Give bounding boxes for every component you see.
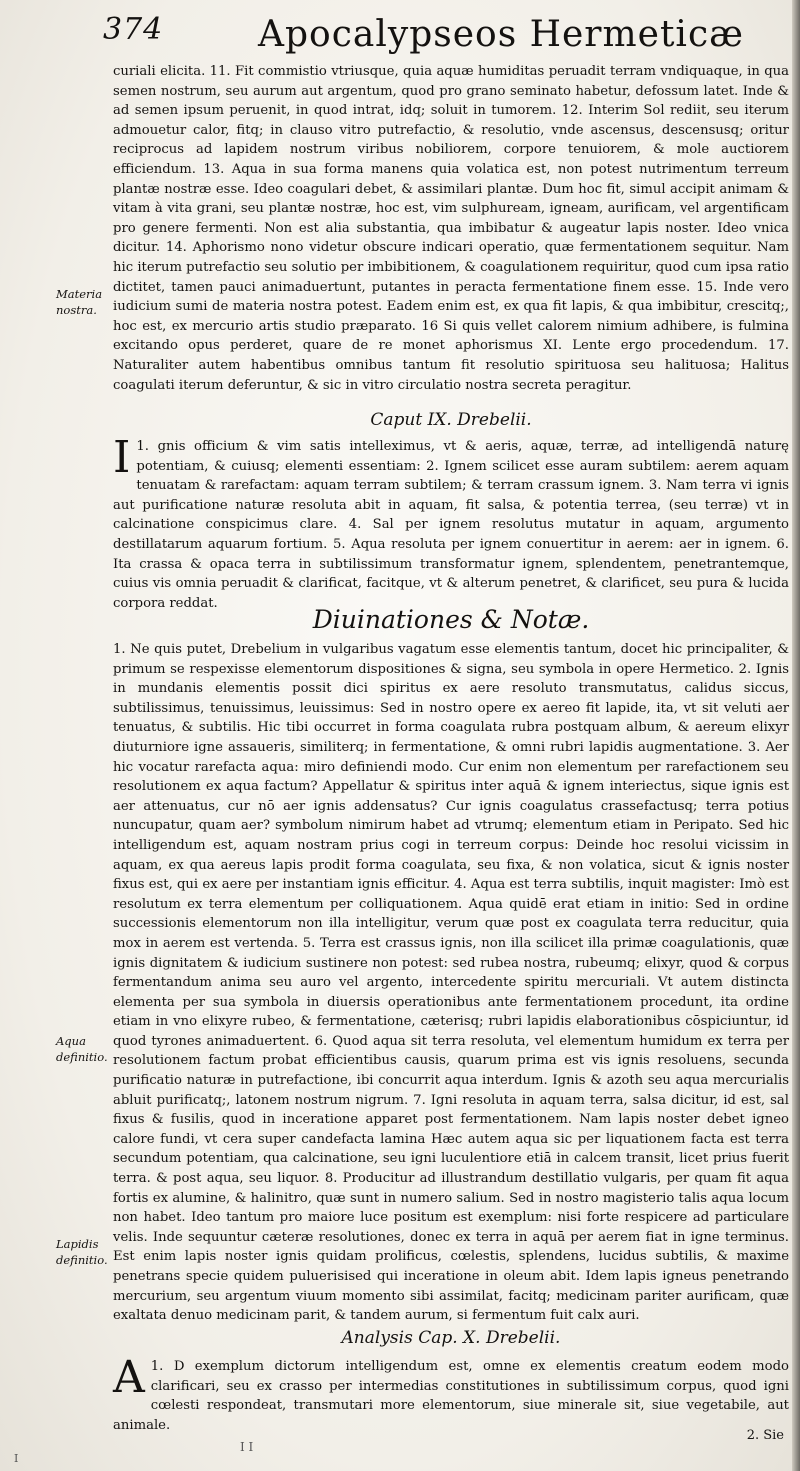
binding-gutter [792, 0, 800, 1471]
divinationes-paragraph: 1. Ne quis putet, Drebelium in vulgaribus vagatum esse elementis tantum, docet hic principaliter, & primum se respexisse elementorum dispositiones & signa, seu symbola in opere Hermetico. 2. Ignis in mundanis elementis possit dici spiritus ex aere resoluto transmutatus, calidus siccus, subtilissimus, tenuissimus, leuissimus: Sed in nostro opere ex aereo fit lapide, ita, vt sit veluti aer tenuatus, & subtilis. Hic tibi occurret in forma coagulata rubra postquam album, & aereum elixyr diuturniore igne assaueris, similiterq; in fermentatione, & omni rubri lapidis augmentatione. 3. Aer hic vocatur rarefacta aqua: miro definiendi modo. Cur enim non elementum per rarefactionem seu resolutionem ex aqua factum? Appellatur & spiritus inter aquā & ignem interiectus, sique ignis est aer attenuatus, cur nō aer ignis addensatus? Cur ignis coagulatus crassefactusq; terra potius nuncupatur, quam aer? symbolum nimirum habet ad vtrumq; elementum etiam in Peripato. Sed hic intelligendum est, aquam nostram prius cogi in terreum corpus: Deinde hoc resolui vicissim in aquam, ex qua aereus lapis prodit forma coagulata, seu fixa, & non volatica, sicut & ignis noster fixus est, qui ex aere per instantiam ignis efficitur. 4. Aqua est terra subtilis, inquit magister: Imò est resolutum ex terra elementum per colliquationem. Aqua quidē erat etiam in initio: Sed in ordine successionis elementorum non illa intelligitur, verum quæ post ex coagulata terra reducitur, quia mox in aerem est vertenda. 5. Terra est crassus ignis, non illa scilicet illa primæ coagulationis, quæ ignis dignitatem & iudicium sustinere non potest: sed rubea nostra, rubeumq; elixyr, quod & corpus fermentandum anima seu auro vel argento, intercedente spiritu mercuriali. Vt autem distincta elementa per sua symbola in diuersis operationibus ante fermentationem procedunt, ita ordine etiam in vno elixyre rubeo, & fermentatione, cæterisq; rubri lapidis elaborationibus cōspiciuntur, id quod tyrones animaduertent. 6. Quod aqua sit terra resoluta, vel elementum humidum ex terra per resolutionem factum probat efficientibus causis, quarum prima est vis ignis resoluens, secunda purificatio naturæ in putrefactione, ibi concurrit aqua interdum. Ignis & azoth seu aqua mercurialis abluit purificatq;, latonem nostrum nigrum. 7. Igni resoluta in aquam terra, salsa dicitur, id est, sal fixus & fusilis, quod in inceratione apparet post fermentationem. Nam lapis noster debet igneo calore fundi, vt cera super candefacta lamina Hæc autem aqua sic per liquationem facta est terra secundum potentiam, qua calcinatione, seu igni luculentiore etiā in calcem transit, licet prius fuerit terra. & post aqua, seu liquor. 8. Producitur ad illustrandum destillatio vulgaris, per quam fit aqua fortis ex alumine, & halinitro, quæ sunt in numero salium. Sed in nostro magisterio talis aqua locum non habet. Ideo tantum pro maiore luce positum est exemplum: nisi forte respicere ad particulare velis. Inde sequuntur cæteræ resolutiones, donec ex terra in aquā per aerem fiat in igne terminus. Est enim lapis noster ignis quidam prolificus, cœlestis, splendens, lucidus subtilis, & maxime penetrans specie quidem puluerisised qui inceratione in oleum abit. Idem lapis igneus penetrando mercurium, seu argentum viuum momento sibi assimilat, facitq; medicinam pariter aurificam, quæ exaltata denuo medicinam parit, & tandem aurum, si fermentum fuit calx auri. [113, 642, 789, 1324]
caput-paragraph-text: gnis officium & vim satis intelleximus, vt & aeris, aquæ, terræ, ad intelligendā naturę potentiam, & cuiusq; elementi essentiam: 2. Ignem scilicet esse auram subtilem: aerem aquam tenuatam & rarefactam: aquam terram subtilem; & terram crassum ignem. 3. Nam terra vi ignis aut purificatione naturæ resoluta abit in aquam, fit salsa, & potentia terrea, (seu terræ) vt in calcinatione conspicimus clare. 4. Sal per ignem resolutus mutatur in aquam, argumento destillatarum aquarum fortium. 5. Aqua resoluta per ignem conuertitur in aerem: aer in ignem. 6. Ita crassa & opaca terra in subtilissimum transformatur ignem, splendentem, penetrantemque, cuius vis omnia peruadit & clarificat, facitque, vt & alterum penetret, & clarificet, seu pura & lucida corpora reddat. [113, 439, 789, 611]
analysis-heading: Analysis Cap. X. Drebelii. [341, 1328, 561, 1348]
signature-mark: I I [240, 1440, 254, 1454]
paragraph-number: 1. [136, 439, 149, 454]
corner-mark: I [14, 1452, 19, 1465]
running-head: Apocalypseos Hermeticæ [258, 14, 744, 55]
caput-paragraph [113, 432, 789, 613]
divinationes-heading: Diuinationes & Notæ. [312, 605, 590, 634]
analysis-paragraph [113, 1352, 789, 1435]
caput-heading: Caput IX. Drebelii. [370, 410, 532, 430]
drop-cap: I [113, 432, 131, 483]
paragraph-continuation: curiali elicita. 11. Fit commistio vtriusque, quia aquæ humiditas peruadit terram vndiquaque, in qua semen nostrum, seu aurum aut argentum, quod pro grano seminato habetur, defossum latet. Inde & ad semen ipsum peruenit, in quod intrat, idq; soluit in tumorem. 12. Interim Sol rediit, seu iterum admouetur calor, fitq; in clauso vitro putrefactio, & resolutio, vnde ascensus, descensusq; oritur reciprocus ad lapidem nostrum viribus nobiliorem, corpore tenuiorem, & mole auctiorem efficiendum. 13. Aqua in sua forma manens quia volatica est, non potest nutrimentum terreum plantæ nostræ esse. Ideo coagulari debet, & assimilari plantæ. Dum hoc fit, simul accipit animam & vitam à vita grani, seu plantæ nostræ, hoc est, vim sulphuream, igneam, aurificam, vel argentificam pro genere fermenti. Non est alia substantia, qua imbibatur & augeatur lapis noster. Ideo vnica dicitur. 14. Aphorismo nono videtur obscure indicari operatio, quæ fermentationem sequitur. Nam hic iterum putrefactio seu solutio per imbibitionem, & coagulationem requiritur, quod cum ipsa ratio dictitet, tamen pauci animaduertunt, putantes in peracta fermentatione finem esse. 15. Inde vero iudicium sumi de materia nostra potest. Eadem enim est, ex qua fit lapis, & qua imbibitur, crescitq;, hoc est, ex mercurio artis studio præparato. 16 Si quis vellet calorem nimium adhibere, is fulmina excitando opus perderet, quare de re monet aphorismus XI. Lente ergo procedendum. 17. Naturaliter autem habentibus omnibus tantum fit resolutio spirituosa seu halituosa; Halitus coagulati iterum deferuntur, & sic in vitro circulatio nostra secreta peragitur. [113, 64, 789, 393]
margin-note-lapidis: Lapidis definitio. [56, 1237, 108, 1267]
page-number: 374 [103, 12, 164, 47]
drop-cap: A [113, 1352, 145, 1403]
margin-note-materia: Materia nostra. [56, 287, 103, 317]
catchword: 2. Sie [746, 1428, 784, 1443]
analysis-paragraph-text: D exemplum dictorum intelligendum est, omne ex elementis creatum eodem modo clarificari, seu ex crasso per intermedias constitutiones in subtilissimum corpus, quod igni cœlesti respondeat, transmutari more elementorum, siue minerale sit, siue vegetabile, aut animale. [113, 1359, 789, 1433]
margin-note-aqua: Aqua definitio. [56, 1034, 108, 1064]
paragraph-number: 1. [150, 1359, 164, 1374]
